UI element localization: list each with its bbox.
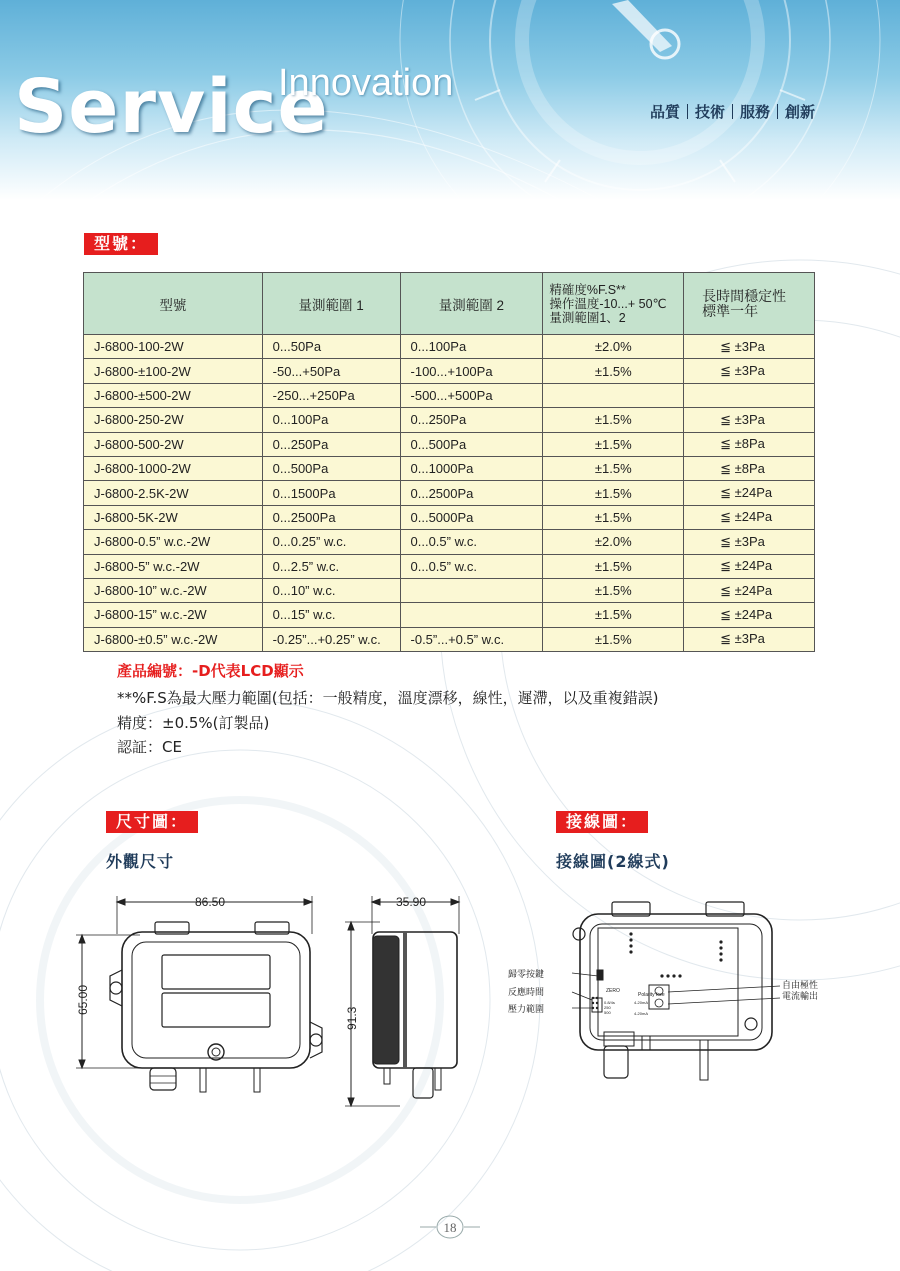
cell-stability: ≦ ±24Pa xyxy=(684,578,815,602)
cell-accuracy: ±1.5% xyxy=(543,481,684,505)
slogan-technology: 技術 xyxy=(695,103,726,121)
cell-stability: ≦ ±3Pa xyxy=(684,530,815,554)
cell-range1: -250...+250Pa xyxy=(262,383,400,407)
table-row xyxy=(84,456,815,480)
cell-stability: ≦ ±8Pa xyxy=(684,432,815,456)
cell-stability: ≦ ±3Pa xyxy=(684,335,815,359)
spec-table-body xyxy=(84,335,815,652)
dimension-drawing xyxy=(70,890,540,1110)
cell-stability: ≦ ±3Pa xyxy=(684,408,815,432)
page-number-badge xyxy=(420,1213,480,1241)
header-banner xyxy=(0,0,900,200)
dimension-section-tag: 尺寸圖： xyxy=(106,811,198,833)
label-polarity-line2: 電流輸出 xyxy=(782,991,819,1001)
cell-range2: 0...250Pa xyxy=(400,408,543,432)
cell-stability: ≦ ±8Pa xyxy=(684,456,815,480)
cell-range2: -100...+100Pa xyxy=(400,359,543,383)
cell-range1: 0...1500Pa xyxy=(262,481,400,505)
cell-range2: 0...500Pa xyxy=(400,432,543,456)
cell-range1: 0...50Pa xyxy=(262,335,400,359)
cell-stability xyxy=(684,383,815,407)
table-row xyxy=(84,359,815,383)
cell-stability: ≦ ±3Pa xyxy=(684,627,815,651)
cell-accuracy xyxy=(543,383,684,407)
table-row xyxy=(84,554,815,578)
table-row xyxy=(84,627,815,651)
board-out1-label: 4-20mA xyxy=(634,1000,649,1005)
cell-accuracy: ±2.0% xyxy=(543,530,684,554)
product-code-note: 產品編號：-D代表LCD顯示 xyxy=(117,662,304,680)
cell-accuracy: ±1.5% xyxy=(543,603,684,627)
board-out2-label: 4-20mA xyxy=(634,1011,649,1016)
cell-model: J-6800-±500-2W xyxy=(84,383,263,407)
cell-stability: ≦ ±24Pa xyxy=(684,554,815,578)
dim-height-label: 65.00 xyxy=(76,984,90,1015)
cell-model: J-6800-±0.5” w.c.-2W xyxy=(84,627,263,651)
cell-range2: -0.5”...+0.5” w.c. xyxy=(400,627,543,651)
header-accuracy-line1: 精確度%F.S** xyxy=(549,282,626,297)
cell-accuracy: ±1.5% xyxy=(543,359,684,383)
board-time-label: 0.8/4s xyxy=(604,1000,615,1005)
header-range1: 量測範圍 1 xyxy=(262,273,400,335)
brand-innovation-text: Innovation xyxy=(278,62,454,104)
certification-note: 認証：CE xyxy=(117,738,182,756)
slogan xyxy=(650,101,815,122)
cell-model: J-6800-2.5K-2W xyxy=(84,481,263,505)
cell-accuracy: ±2.0% xyxy=(543,335,684,359)
cell-stability: ≦ ±24Pa xyxy=(684,481,815,505)
dimension-subtitle: 外觀尺寸 xyxy=(106,852,175,871)
fs-note: **%F.S為最大壓力範圍(包括：一般精度，溫度漂移，線性，遲滯，以及重複錯誤) xyxy=(117,689,659,707)
table-row xyxy=(84,505,815,529)
header-accuracy-line2: 操作溫度-10...+ 50℃ xyxy=(549,296,667,311)
cell-model: J-6800-±100-2W xyxy=(84,359,263,383)
table-row xyxy=(84,335,815,359)
brand-service-logo: Service xyxy=(14,64,329,150)
cell-model: J-6800-250-2W xyxy=(84,408,263,432)
cell-range1: 0...0.25” w.c. xyxy=(262,530,400,554)
cell-range1: 0...100Pa xyxy=(262,408,400,432)
table-row xyxy=(84,578,815,602)
table-row xyxy=(84,383,815,407)
wiring-diagram xyxy=(500,900,860,1100)
page-number: 18 xyxy=(443,1220,457,1235)
cell-range2 xyxy=(400,578,543,602)
cell-model: J-6800-5K-2W xyxy=(84,505,263,529)
table-row xyxy=(84,408,815,432)
cell-range1: 0...2.5” w.c. xyxy=(262,554,400,578)
cell-model: J-6800-15” w.c.-2W xyxy=(84,603,263,627)
slogan-quality: 品質 xyxy=(650,103,681,121)
label-response-time: 反應時間 xyxy=(508,987,545,997)
cell-range1: 0...10” w.c. xyxy=(262,578,400,602)
cell-model: J-6800-100-2W xyxy=(84,335,263,359)
cell-accuracy: ±1.5% xyxy=(543,432,684,456)
dim-side-height-label: 91.3 xyxy=(345,1006,359,1030)
cell-accuracy: ±1.5% xyxy=(543,456,684,480)
cell-range1: 0...250Pa xyxy=(262,432,400,456)
header-range2: 量測範圍 2 xyxy=(400,273,543,335)
header-stability xyxy=(684,273,815,335)
cell-accuracy: ±1.5% xyxy=(543,627,684,651)
cell-stability: ≦ ±3Pa xyxy=(684,359,815,383)
table-row xyxy=(84,481,815,505)
slogan-innovation: 創新 xyxy=(785,103,816,121)
cell-range2: 0...0.5” w.c. xyxy=(400,530,543,554)
table-row xyxy=(84,603,815,627)
header-accuracy xyxy=(543,273,684,335)
cell-range2 xyxy=(400,603,543,627)
cell-range1: 0...500Pa xyxy=(262,456,400,480)
label-polarity-line1: 自由極性 xyxy=(782,980,819,990)
header-accuracy-line3: 量測範圍1、2 xyxy=(549,310,626,325)
cell-model: J-6800-0.5” w.c.-2W xyxy=(84,530,263,554)
table-row xyxy=(84,530,815,554)
cell-range1: 0...2500Pa xyxy=(262,505,400,529)
front-view xyxy=(76,896,322,1092)
cell-stability: ≦ ±24Pa xyxy=(684,505,815,529)
spec-table-header xyxy=(84,273,815,335)
cell-range2: 0...0.5” w.c. xyxy=(400,554,543,578)
wiring-section-tag: 接線圖： xyxy=(556,811,648,833)
board-zero-label: ZERO xyxy=(606,988,620,994)
cell-accuracy: ±1.5% xyxy=(543,505,684,529)
header-stability-line1: 長時間穩定性 xyxy=(702,287,787,304)
spec-table xyxy=(83,272,815,652)
table-row xyxy=(84,432,815,456)
board-r1-label: 250 xyxy=(604,1005,611,1010)
cell-range2: 0...5000Pa xyxy=(400,505,543,529)
cell-range1: -0.25”...+0.25” w.c. xyxy=(262,627,400,651)
side-view xyxy=(345,896,459,1106)
cell-range2: -500...+500Pa xyxy=(400,383,543,407)
header-model: 型號 xyxy=(84,273,263,335)
cell-range1: 0...15” w.c. xyxy=(262,603,400,627)
cell-range2: 0...2500Pa xyxy=(400,481,543,505)
precision-note: 精度：±0.5%(訂製品) xyxy=(117,714,270,732)
slogan-service: 服務 xyxy=(740,103,771,121)
cell-accuracy: ±1.5% xyxy=(543,578,684,602)
cell-accuracy: ±1.5% xyxy=(543,408,684,432)
wiring-housing xyxy=(573,902,772,1080)
cell-range1: -50...+50Pa xyxy=(262,359,400,383)
cell-range2: 0...1000Pa xyxy=(400,456,543,480)
cell-model: J-6800-5” w.c.-2W xyxy=(84,554,263,578)
cell-range2: 0...100Pa xyxy=(400,335,543,359)
cell-model: J-6800-500-2W xyxy=(84,432,263,456)
board-polarity-label: Polarity free xyxy=(638,992,665,998)
header-stability-line2: 標準一年 xyxy=(702,302,759,319)
wiring-subtitle: 接線圖(2線式) xyxy=(556,852,670,871)
model-section-tag: 型號： xyxy=(84,233,158,255)
cell-accuracy: ±1.5% xyxy=(543,554,684,578)
cell-model: J-6800-10” w.c.-2W xyxy=(84,578,263,602)
label-zero-button: 歸零按鍵 xyxy=(508,969,545,979)
board-r2-label: 500 xyxy=(604,1010,611,1015)
label-pressure-range: 壓力範圍 xyxy=(508,1004,545,1014)
dim-depth-label: 35.90 xyxy=(396,895,427,909)
cell-model: J-6800-1000-2W xyxy=(84,456,263,480)
dim-width-label: 86.50 xyxy=(195,895,226,909)
cell-stability: ≦ ±24Pa xyxy=(684,603,815,627)
